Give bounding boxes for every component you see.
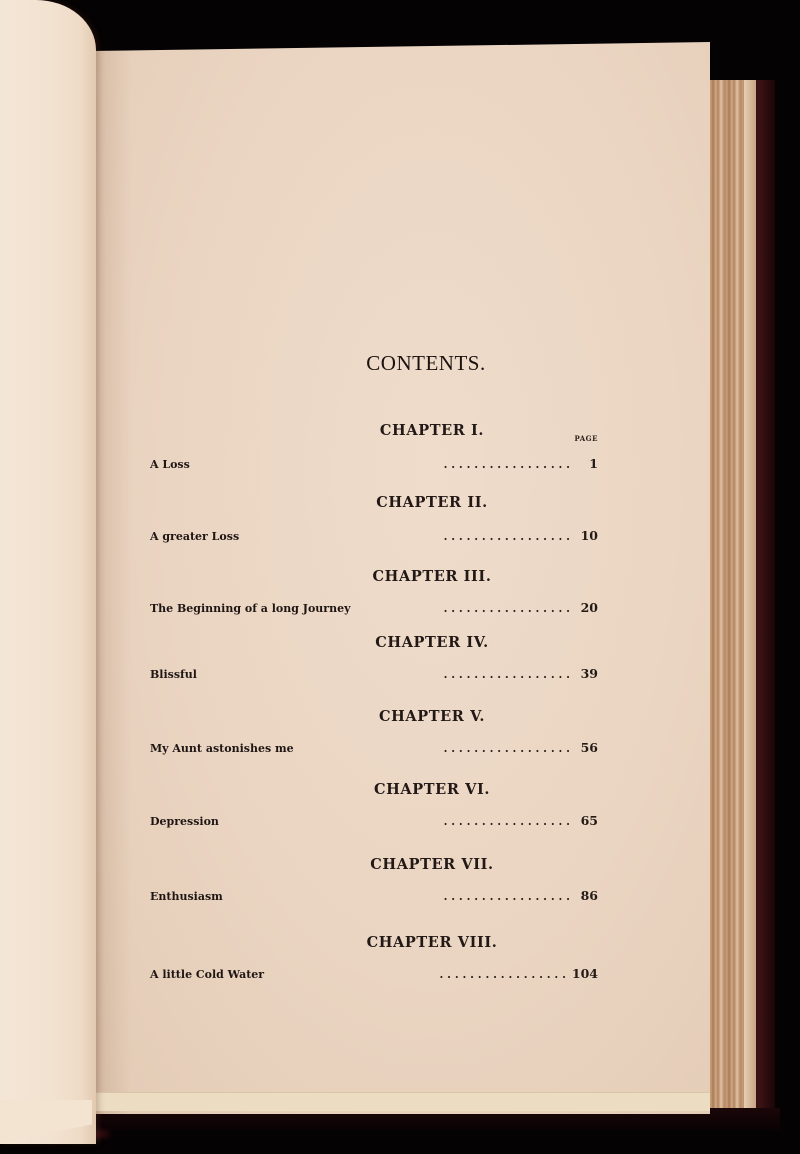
entry-title: A greater Loss [150,530,240,543]
leader-dots: . . . . . . . . . . . . . . . . . [443,668,570,681]
entry-title: A little Cold Water [150,968,265,981]
entry-title: Enthusiasm [150,890,223,903]
page-column-label: PAGE [574,434,598,443]
leader-dots: . . . . . . . . . . . . . . . . . [443,458,570,471]
toc-entry[interactable] [150,888,598,906]
chapter-heading: CHAPTER IV. [375,634,489,651]
toc-entry[interactable] [150,666,598,684]
left-page-curl [0,0,96,1144]
leader-dots: . . . . . . . . . . . . . . . . . [443,742,570,755]
entry-title: Blissful [150,668,197,681]
toc-entry[interactable] [150,456,598,474]
entry-title: My Aunt astonishes me [150,742,294,755]
entry-page-number: 104 [571,966,598,981]
leader-dots: . . . . . . . . . . . . . . . . . [443,530,570,543]
leader-dots: . . . . . . . . . . . . . . . . . [443,602,570,615]
entry-title: A Loss [150,458,190,471]
leader-dots: . . . . . . . . . . . . . . . . . [443,890,570,903]
leader-dots: . . . . . . . . . . . . . . . . . [443,815,570,828]
chapter-heading: CHAPTER VIII. [366,934,498,951]
entry-page-number: 20 [580,600,598,615]
toc-entry[interactable] [150,813,598,831]
toc-entry[interactable] [150,528,598,546]
entry-page-number: 86 [580,888,598,903]
entry-page-number: 1 [589,456,598,471]
entry-page-number: 10 [580,528,598,543]
chapter-heading: CHAPTER II. [376,494,488,511]
toc-entry[interactable] [150,740,598,758]
leader-dots: . . . . . . . . . . . . . . . . . [439,968,566,981]
entry-title: Depression [150,815,219,828]
contents-text [92,42,710,1114]
entry-page-number: 39 [580,666,598,681]
entry-page-number: 65 [580,813,598,828]
chapter-heading: CHAPTER V. [378,708,486,725]
entry-page-number: 56 [580,740,598,755]
entry-title: The Beginning of a long Journey [150,602,351,615]
chapter-heading: CHAPTER III. [372,568,492,585]
page-title: CONTENTS. [366,351,486,375]
page-block-edges [708,80,756,1112]
toc-entry[interactable] [150,600,598,618]
chapter-heading: CHAPTER VII. [370,856,494,873]
chapter-heading: CHAPTER VI. [373,781,490,798]
toc-entry[interactable] [150,966,598,984]
chapter-heading: CHAPTER I. [379,422,485,439]
